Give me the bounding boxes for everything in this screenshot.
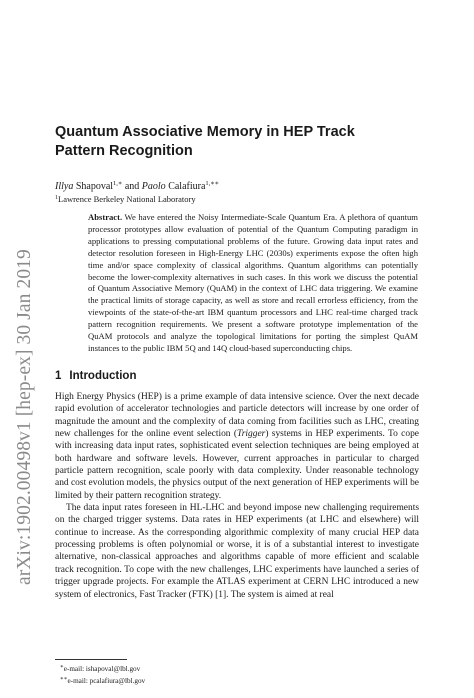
footnote: ∗e-mail: ishapoval@lbl.gov: [60, 664, 141, 673]
section-body: [55, 391, 419, 601]
footnotes: [60, 662, 145, 686]
paragraph: High Energy Physics (HEP) is a prime example of data intensive science. Over the next decade rapid evolution of accelerator technologies and particle detectors will increase by one order of magnitude the amount and the complexity of data coming from facilities such as LHC, creating new challenges for the online event selection (Trigger) systems in HEP experiments. To cope with increasing data input rates, sophisticated event selection techniques are being employed at both hardware and software levels. However, current approaches in particular to charged particle pattern recognition, scale poorly with data complexity. Under reasonable technology and cost evolution models, the physics output of the next generation of HEP experiments will be limited by their pattern recognition strategy.: [55, 392, 419, 501]
footnote-rule: [55, 659, 127, 660]
section-number: 1: [55, 370, 62, 382]
abstract: [88, 212, 418, 355]
author: Illya Shapoval$^{1,∗}$: [55, 180, 123, 192]
author: Paolo Calafiura$^{1,∗∗}$: [141, 180, 220, 192]
section-heading: [55, 370, 136, 382]
paper-title: Quantum Associative Memory in HEP Track Pattern Recognition: [55, 124, 355, 159]
section-title: Introduction: [69, 370, 137, 382]
abstract-text: We have entered the Noisy Intermediate-Scale Quantum Era. A plethora of quantum processor prototypes allow evaluation of potential of the Quantum Computing paradigm in applications to pressing computational problems of the future. Growing data input rates and detector resolution foreseen in High-Energy LHC (2030s) experiments expose the often high time and/or space complexity of classical algorithms. Quantum algorithms can potentially become the lower-complexity alternatives in such cases. In this work we discuss the potential of Quantum Associative Memory (QuAM) in the context of LHC data triggering. We examine the practical limits of storage capacity, as well as store and recall errorless efficiency, from the viewpoints of the state-of-the-art IBM quantum processors and LHC real-time charged track pattern recognition requirements. We present a software prototype implementation of the QuAM protocols and analyze the topological limitations for porting the simplest QuAM instances to the public IBM 5Q and 14Q cloud-based superconducting chips.: [88, 212, 418, 353]
affiliation: $^1$Lawrence Berkeley National Laboratory: [55, 194, 196, 204]
arxiv-identifier: arXiv:1902.00498v1 [hep-ex] 30 Jan 2019: [14, 249, 35, 585]
author-list: [55, 178, 219, 193]
author-separator: and: [124, 181, 140, 192]
paragraph: The data input rates foreseen in HL-LHC and beyond impose new challenging requirements on the charged trigger systems. Data rates in HEP experiments (at LHC and elsewhere) will continue to increase. As the corresponding algorithmic complexity of many crucial HEP data processing problems is often polynomial or worse, it is of a substantial interest to investigate alternative, non-classical approaches and algorithms capable of more efficient and scalable track recognition. To cope with the new challenges, LHC experiments have launched a series of trigger upgrade projects. For example the ATLAS experiment at CERN LHC introduced a new system of electronics, Fast Tracker (FTK) [1]. The system is aimed at real: [55, 503, 419, 600]
footnote: ∗∗e-mail: pcalafiura@lbl.gov: [60, 676, 146, 685]
abstract-label: Abstract.: [88, 212, 123, 222]
